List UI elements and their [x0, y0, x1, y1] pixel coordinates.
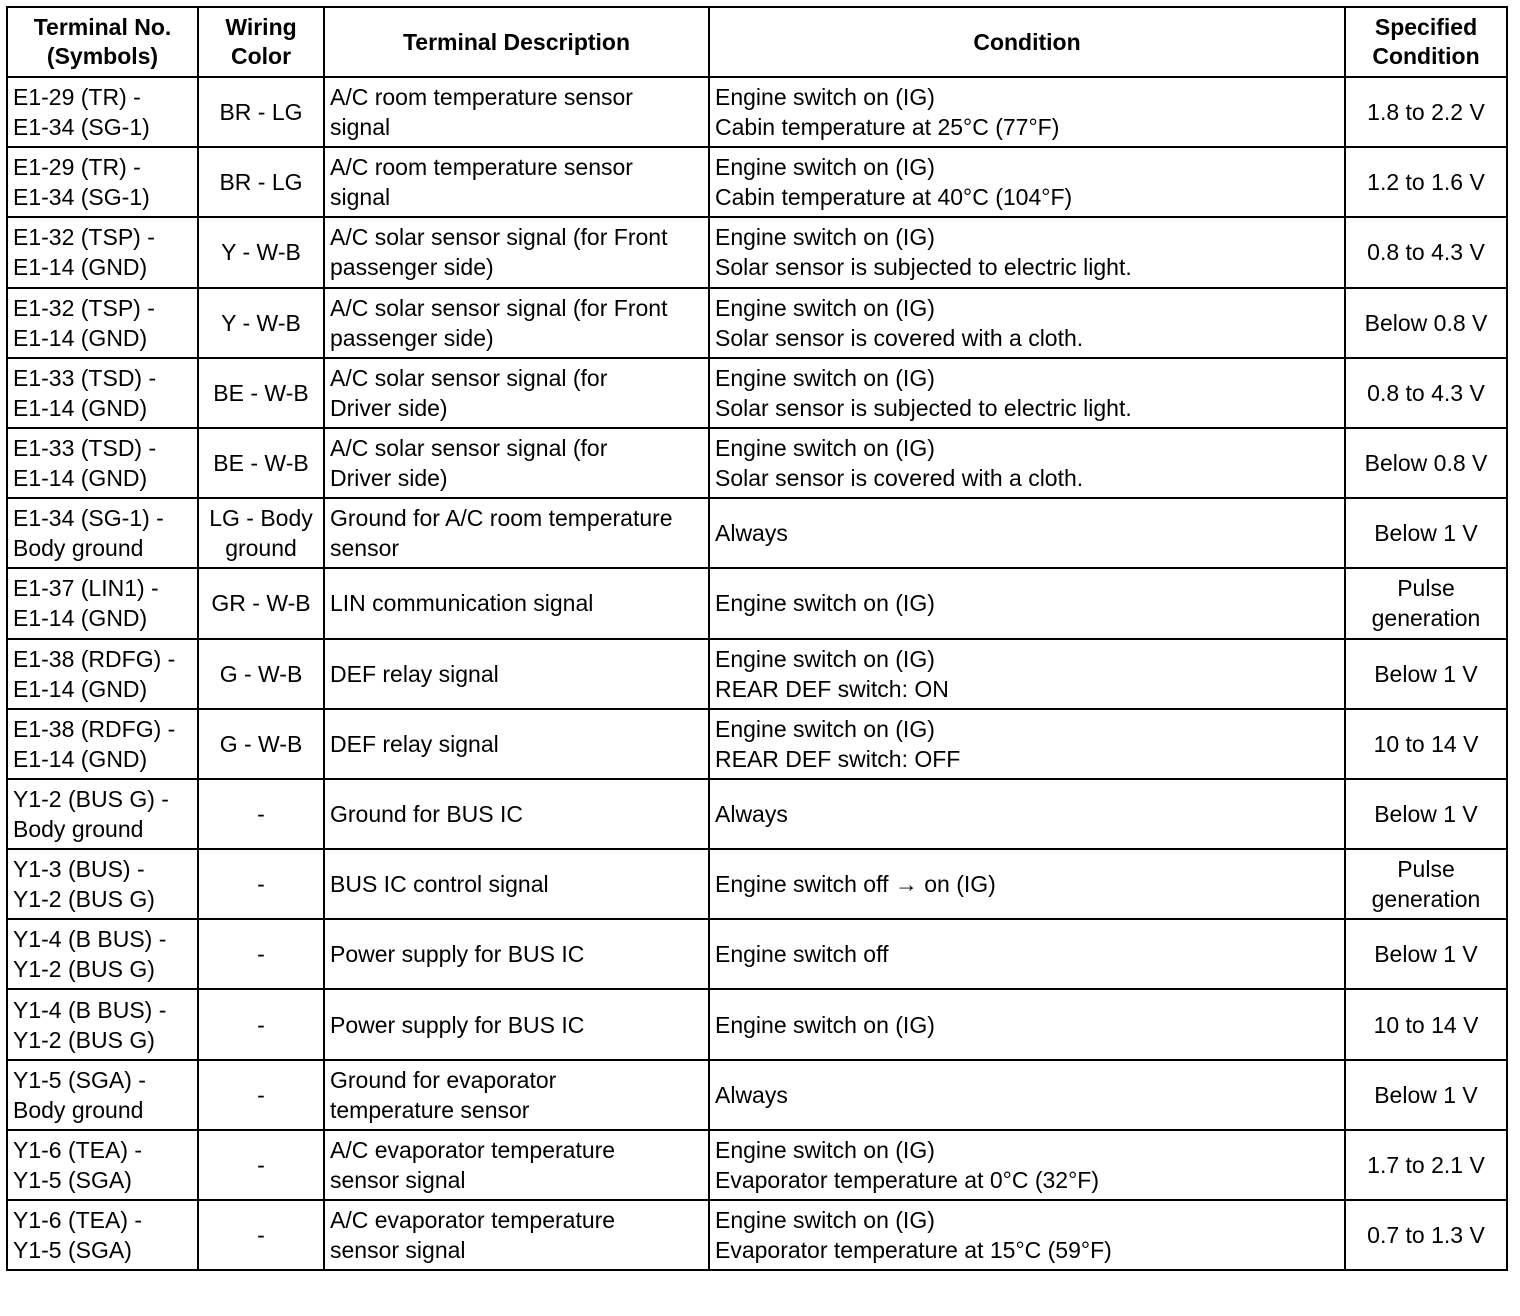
condition-cell: [709, 1060, 1345, 1130]
terminal-description-cell-line: temperature sensor: [330, 1096, 530, 1123]
terminal-description-cell: [324, 709, 709, 779]
wiring-color-cell-line: BR - LG: [219, 99, 303, 126]
terminal-cell-line: Y1-5 (SGA): [13, 1166, 132, 1193]
table-row: [7, 217, 1507, 287]
condition-cell-line: Engine switch on (IG): [715, 590, 935, 617]
terminal-description-cell-line: signal: [330, 114, 391, 141]
terminal-description-cell-line: sensor signal: [330, 1166, 466, 1193]
specified-condition-cell: [1345, 639, 1507, 709]
header-terminal: Terminal No. (Symbols): [7, 7, 198, 77]
specified-condition-cell: [1345, 919, 1507, 989]
condition-cell-line: Solar sensor is covered with a cloth.: [715, 324, 1084, 351]
terminal-cell: [7, 1200, 198, 1270]
condition-cell-line: Always: [715, 520, 788, 547]
wiring-color-cell: [198, 1200, 324, 1270]
terminal-description-cell: [324, 1200, 709, 1270]
specified-condition-cell-line: Below 0.8 V: [1364, 450, 1488, 477]
terminal-description-cell: [324, 568, 709, 638]
terminal-cell: [7, 639, 198, 709]
condition-cell-line: Engine switch on (IG): [715, 294, 935, 321]
specified-condition-cell-line: 0.7 to 1.3 V: [1367, 1222, 1485, 1249]
terminal-cell: [7, 709, 198, 779]
terminal-description-cell-line: BUS IC control signal: [330, 871, 549, 898]
table-row: [7, 498, 1507, 568]
condition-cell-line: Engine switch on (IG): [715, 84, 935, 111]
specified-condition-cell: [1345, 1200, 1507, 1270]
terminal-description-cell: [324, 1130, 709, 1200]
terminal-cell-line: Y1-2 (BUS G): [13, 956, 155, 983]
terminal-cell-line: E1-38 (RDFG) -: [13, 645, 176, 672]
specified-condition-cell: [1345, 709, 1507, 779]
terminal-cell-line: E1-14 (GND): [13, 465, 148, 492]
terminal-description-cell: [324, 498, 709, 568]
terminal-cell-line: E1-32 (TSP) -: [13, 224, 155, 251]
terminal-cell: [7, 77, 198, 147]
wiring-color-cell: [198, 1130, 324, 1200]
terminal-cell: [7, 428, 198, 498]
condition-cell-line: Engine switch on (IG): [715, 1011, 935, 1038]
terminal-cell-line: Y1-5 (SGA) -: [13, 1066, 146, 1093]
specified-condition-cell: [1345, 568, 1507, 638]
terminal-description-cell: [324, 147, 709, 217]
condition-cell-line: REAR DEF switch: ON: [715, 675, 949, 702]
specified-condition-cell: [1345, 849, 1507, 919]
header-condition: Condition: [709, 7, 1345, 77]
condition-cell: [709, 1130, 1345, 1200]
terminal-description-cell: [324, 639, 709, 709]
terminal-description-cell-line: Driver side): [330, 394, 448, 421]
terminal-spec-table: [6, 6, 1508, 1271]
wiring-color-cell: [198, 358, 324, 428]
terminal-cell-line: E1-14 (GND): [13, 254, 148, 281]
wiring-color-cell-line: -: [257, 800, 265, 827]
terminal-description-cell-line: A/C room temperature sensor: [330, 154, 633, 181]
terminal-cell-line: E1-14 (GND): [13, 675, 148, 702]
condition-cell-line: Solar sensor is covered with a cloth.: [715, 465, 1084, 492]
condition-cell: [709, 989, 1345, 1059]
wiring-color-cell: [198, 849, 324, 919]
table-row: [7, 147, 1507, 217]
specified-condition-cell-line: 0.8 to 4.3 V: [1367, 239, 1485, 266]
condition-cell-line: Always: [715, 1081, 788, 1108]
terminal-description-cell-line: Ground for evaporator: [330, 1066, 557, 1093]
specified-condition-cell: [1345, 989, 1507, 1059]
condition-cell: [709, 358, 1345, 428]
wiring-color-cell: [198, 288, 324, 358]
terminal-cell-line: Y1-6 (TEA) -: [13, 1207, 143, 1234]
table-row: [7, 779, 1507, 849]
specified-condition-cell: [1345, 1060, 1507, 1130]
table-row: [7, 77, 1507, 147]
condition-cell-line: Engine switch on (IG): [715, 435, 935, 462]
condition-cell-line: Engine switch off → on (IG): [715, 871, 996, 898]
wiring-color-cell-line: G - W-B: [219, 730, 303, 757]
condition-cell-line: Cabin temperature at 25°C (77°F): [715, 114, 1060, 141]
terminal-cell-line: Y1-6 (TEA) -: [13, 1136, 143, 1163]
wiring-color-cell: [198, 217, 324, 287]
specified-condition-cell: [1345, 428, 1507, 498]
terminal-cell-line: E1-32 (TSP) -: [13, 294, 155, 321]
condition-cell: [709, 568, 1345, 638]
terminal-cell-line: E1-14 (GND): [13, 745, 148, 772]
specified-condition-cell-line: 1.8 to 2.2 V: [1367, 99, 1485, 126]
wiring-color-cell: [198, 709, 324, 779]
terminal-cell: [7, 919, 198, 989]
wiring-color-cell: [198, 639, 324, 709]
terminal-cell-line: E1-14 (GND): [13, 324, 148, 351]
wiring-color-cell-line: Y - W-B: [221, 239, 301, 266]
terminal-cell-line: Body ground: [13, 535, 144, 562]
terminal-description-cell: [324, 989, 709, 1059]
specified-condition-cell-line: generation: [1371, 605, 1481, 632]
terminal-cell-line: Y1-2 (BUS G) -: [13, 785, 169, 812]
terminal-description-cell: [324, 358, 709, 428]
table-row: [7, 709, 1507, 779]
terminal-description-cell: [324, 77, 709, 147]
condition-cell-line: Engine switch on (IG): [715, 715, 935, 742]
terminal-description-cell-line: passenger side): [330, 254, 494, 281]
terminal-cell: [7, 358, 198, 428]
terminal-description-cell-line: sensor: [330, 535, 400, 562]
specified-condition-cell: [1345, 77, 1507, 147]
terminal-cell-line: Body ground: [13, 815, 144, 842]
terminal-description-cell-line: A/C evaporator temperature: [330, 1136, 616, 1163]
terminal-cell: [7, 849, 198, 919]
wiring-color-cell-line: -: [257, 1151, 265, 1178]
table-row: [7, 989, 1507, 1059]
condition-cell-line: Engine switch on (IG): [715, 364, 935, 391]
wiring-color-cell-line: ground: [225, 535, 297, 562]
condition-cell-line: Always: [715, 800, 788, 827]
wiring-color-cell-line: BR - LG: [219, 169, 303, 196]
terminal-description-cell: [324, 288, 709, 358]
wiring-color-cell-line: -: [257, 1081, 265, 1108]
condition-cell: [709, 288, 1345, 358]
specified-condition-cell-line: Below 1 V: [1374, 660, 1478, 687]
terminal-description-cell-line: Power supply for BUS IC: [330, 941, 585, 968]
wiring-color-cell: [198, 919, 324, 989]
wiring-color-cell: [198, 989, 324, 1059]
terminal-cell-line: E1-38 (RDFG) -: [13, 715, 176, 742]
specified-condition-cell-line: 1.2 to 1.6 V: [1367, 169, 1485, 196]
terminal-cell-line: E1-14 (GND): [13, 605, 148, 632]
terminal-cell-line: E1-33 (TSD) -: [13, 435, 157, 462]
wiring-color-cell-line: -: [257, 941, 265, 968]
wiring-color-cell: [198, 779, 324, 849]
table-row: [7, 1130, 1507, 1200]
specified-condition-cell: [1345, 779, 1507, 849]
terminal-cell-line: E1-34 (SG-1): [13, 184, 150, 211]
terminal-description-cell-line: A/C solar sensor signal (for Front: [330, 224, 668, 251]
terminal-cell-line: E1-14 (GND): [13, 394, 148, 421]
specified-condition-cell-line: Below 1 V: [1374, 800, 1478, 827]
wiring-color-cell: [198, 77, 324, 147]
terminal-description-cell-line: A/C room temperature sensor: [330, 84, 633, 111]
terminal-cell-line: E1-37 (LIN1) -: [13, 575, 159, 602]
specified-condition-cell-line: Pulse: [1397, 856, 1455, 883]
condition-cell: [709, 639, 1345, 709]
terminal-description-cell: [324, 919, 709, 989]
specified-condition-cell-line: 10 to 14 V: [1373, 1011, 1479, 1038]
terminal-description-cell-line: A/C solar sensor signal (for: [330, 364, 608, 391]
condition-cell-line: Engine switch on (IG): [715, 224, 935, 251]
condition-cell: [709, 77, 1345, 147]
specified-condition-cell: [1345, 288, 1507, 358]
terminal-cell-line: E1-29 (TR) -: [13, 154, 141, 181]
condition-cell: [709, 1200, 1345, 1270]
header-terminal-description: Terminal Description: [324, 7, 709, 77]
table-row: [7, 919, 1507, 989]
terminal-cell-line: E1-34 (SG-1) -: [13, 505, 164, 532]
terminal-description-cell-line: Power supply for BUS IC: [330, 1011, 585, 1038]
condition-cell: [709, 779, 1345, 849]
specified-condition-cell-line: generation: [1371, 886, 1481, 913]
condition-cell: [709, 217, 1345, 287]
specified-condition-cell: [1345, 147, 1507, 217]
condition-cell-line: Evaporator temperature at 0°C (32°F): [715, 1166, 1100, 1193]
terminal-description-cell-line: DEF relay signal: [330, 730, 499, 757]
terminal-description-cell: [324, 217, 709, 287]
terminal-description-cell-line: Driver side): [330, 465, 448, 492]
wiring-color-cell: [198, 1060, 324, 1130]
wiring-color-cell-line: BE - W-B: [213, 379, 309, 406]
condition-cell: [709, 919, 1345, 989]
terminal-cell: [7, 1060, 198, 1130]
wiring-color-cell-line: -: [257, 1222, 265, 1249]
condition-cell-line: Solar sensor is subjected to electric light.: [715, 254, 1132, 281]
terminal-description-cell-line: A/C solar sensor signal (for: [330, 435, 608, 462]
terminal-description-cell-line: passenger side): [330, 324, 494, 351]
wiring-color-cell-line: LG - Body: [209, 505, 313, 532]
terminal-description-cell-line: LIN communication signal: [330, 590, 594, 617]
table-row: [7, 568, 1507, 638]
terminal-cell: [7, 989, 198, 1059]
table-row: [7, 639, 1507, 709]
terminal-cell-line: Y1-4 (B BUS) -: [13, 926, 167, 953]
terminal-cell: [7, 498, 198, 568]
specified-condition-cell-line: Below 0.8 V: [1364, 309, 1488, 336]
specified-condition-cell-line: 1.7 to 2.1 V: [1367, 1151, 1485, 1178]
condition-cell-line: Engine switch off: [715, 941, 889, 968]
terminal-cell-line: E1-29 (TR) -: [13, 84, 141, 111]
terminal-description-cell-line: Ground for A/C room temperature: [330, 505, 673, 532]
specified-condition-cell-line: Below 1 V: [1374, 941, 1478, 968]
terminal-cell-line: Body ground: [13, 1096, 144, 1123]
specified-condition-cell: [1345, 217, 1507, 287]
specified-condition-cell-line: Below 1 V: [1374, 1081, 1478, 1108]
condition-cell-line: Engine switch on (IG): [715, 1136, 935, 1163]
wiring-color-cell-line: -: [257, 871, 265, 898]
terminal-description-cell-line: sensor signal: [330, 1237, 466, 1264]
header-row: [7, 7, 1507, 77]
condition-cell: [709, 498, 1345, 568]
specified-condition-cell-line: Below 1 V: [1374, 520, 1478, 547]
terminal-cell-line: Y1-3 (BUS) -: [13, 856, 145, 883]
condition-cell: [709, 428, 1345, 498]
terminal-description-cell: [324, 849, 709, 919]
wiring-color-cell-line: GR - W-B: [211, 590, 311, 617]
terminal-cell-line: Y1-2 (BUS G): [13, 886, 155, 913]
wiring-color-cell-line: Y - W-B: [221, 309, 301, 336]
terminal-cell-line: Y1-5 (SGA): [13, 1237, 132, 1264]
terminal-description-cell-line: A/C evaporator temperature: [330, 1207, 616, 1234]
table-row: [7, 1060, 1507, 1130]
table-row: [7, 849, 1507, 919]
terminal-cell: [7, 568, 198, 638]
terminal-cell-line: E1-34 (SG-1): [13, 114, 150, 141]
condition-cell: [709, 709, 1345, 779]
condition-cell-line: Cabin temperature at 40°C (104°F): [715, 184, 1073, 211]
terminal-description-cell-line: signal: [330, 184, 391, 211]
condition-cell-line: Engine switch on (IG): [715, 1207, 935, 1234]
condition-cell: [709, 147, 1345, 217]
terminal-description-cell-line: A/C solar sensor signal (for Front: [330, 294, 668, 321]
wiring-color-cell-line: -: [257, 1011, 265, 1038]
terminal-cell: [7, 217, 198, 287]
wiring-color-cell: [198, 568, 324, 638]
table-row: [7, 428, 1507, 498]
specified-condition-cell: [1345, 358, 1507, 428]
terminal-cell: [7, 147, 198, 217]
wiring-color-cell: [198, 428, 324, 498]
specified-condition-cell: [1345, 498, 1507, 568]
terminal-cell: [7, 1130, 198, 1200]
table-body: [7, 77, 1507, 1270]
wiring-color-cell-line: G - W-B: [219, 660, 303, 687]
terminal-cell-line: E1-33 (TSD) -: [13, 364, 157, 391]
specified-condition-cell: [1345, 1130, 1507, 1200]
specified-condition-cell-line: 10 to 14 V: [1373, 730, 1479, 757]
wiring-color-cell-line: BE - W-B: [213, 450, 309, 477]
table-row: [7, 288, 1507, 358]
condition-cell-line: REAR DEF switch: OFF: [715, 745, 961, 772]
wiring-color-cell: [198, 498, 324, 568]
condition-cell: [709, 849, 1345, 919]
wiring-color-cell: [198, 147, 324, 217]
terminal-cell: [7, 288, 198, 358]
condition-cell-line: Engine switch on (IG): [715, 154, 935, 181]
condition-cell-line: Evaporator temperature at 15°C (59°F): [715, 1237, 1112, 1264]
specified-condition-cell-line: Pulse: [1397, 575, 1455, 602]
terminal-description-cell-line: DEF relay signal: [330, 660, 499, 687]
terminal-cell-line: Y1-2 (BUS G): [13, 1026, 155, 1053]
specified-condition-cell-line: 0.8 to 4.3 V: [1367, 379, 1485, 406]
terminal-description-cell: [324, 428, 709, 498]
terminal-description-cell-line: Ground for BUS IC: [330, 800, 524, 827]
terminal-description-cell: [324, 1060, 709, 1130]
table-row: [7, 1200, 1507, 1270]
header-specified-condition: Specified Condition: [1345, 7, 1507, 77]
terminal-cell-line: Y1-4 (B BUS) -: [13, 996, 167, 1023]
terminal-description-cell: [324, 779, 709, 849]
condition-cell-line: Solar sensor is subjected to electric light.: [715, 394, 1132, 421]
table-row: [7, 358, 1507, 428]
terminal-cell: [7, 779, 198, 849]
header-wiring-color: Wiring Color: [198, 7, 324, 77]
condition-cell-line: Engine switch on (IG): [715, 645, 935, 672]
